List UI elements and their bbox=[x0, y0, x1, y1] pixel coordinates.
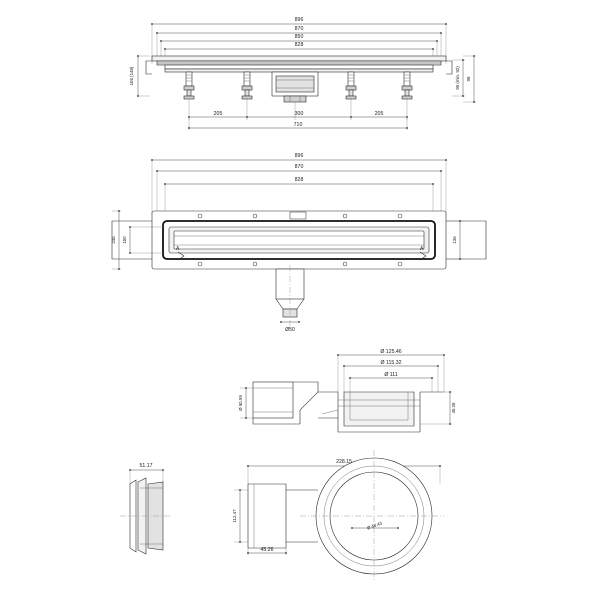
dim-105-148: 105 (148) bbox=[129, 66, 134, 86]
plan-view-group bbox=[112, 159, 486, 330]
dim-dia-115-32: Ø 115.32 bbox=[380, 360, 402, 366]
dim-870-top: 870 bbox=[294, 26, 304, 32]
section-detail-group bbox=[240, 354, 452, 432]
dim-51-17: 51.17 bbox=[139, 463, 153, 469]
dim-outlet-dia: Ø50 bbox=[285, 327, 295, 333]
bottom-right-view-group bbox=[234, 450, 444, 582]
dim-850-top: 850 bbox=[294, 34, 304, 40]
dim-710: 710 bbox=[293, 122, 303, 128]
dim-98: 98 bbox=[466, 76, 471, 82]
dim-45-26: 45.26 bbox=[260, 547, 274, 553]
outlet-body-elevation bbox=[272, 72, 318, 102]
dim-dia-125-46: Ø 125.46 bbox=[380, 349, 402, 355]
dim-90-min92: 90 (min. 92) bbox=[455, 66, 460, 90]
dim-dia-50-99: Ø 50.99 bbox=[238, 395, 243, 411]
section-mark-a-left: A bbox=[176, 246, 180, 252]
dim-136-plan: 136 bbox=[452, 236, 457, 244]
dim-300: 300 bbox=[294, 111, 304, 117]
dim-dia-48-43: Ø 48.43 bbox=[366, 520, 383, 531]
adjustable-foot bbox=[242, 72, 252, 99]
dim-112-47: 112.47 bbox=[232, 509, 237, 523]
adjustable-foot bbox=[346, 72, 356, 99]
dim-870-plan: 870 bbox=[294, 164, 304, 170]
dim-896-plan: 896 bbox=[294, 153, 304, 159]
dim-205-right: 205 bbox=[374, 111, 384, 117]
dim-246-plan: 246 bbox=[111, 236, 116, 244]
dim-828-top: 828 bbox=[294, 42, 304, 48]
section-mark-a-right: A bbox=[420, 246, 424, 252]
dim-dia-111: Ø 111 bbox=[384, 372, 398, 378]
dim-228-15: 228.15 bbox=[336, 459, 352, 465]
adjustable-foot bbox=[184, 72, 194, 99]
bottom-left-view-group bbox=[120, 469, 172, 554]
dim-45-28: 45.28 bbox=[451, 402, 456, 414]
dim-896-top: 896 bbox=[294, 17, 304, 23]
top-view-group bbox=[137, 23, 476, 130]
adjustable-foot bbox=[402, 72, 412, 99]
dim-100-plan: 100 bbox=[122, 236, 127, 244]
dim-205-left: 205 bbox=[213, 111, 223, 117]
dim-828-plan: 828 bbox=[294, 177, 304, 183]
